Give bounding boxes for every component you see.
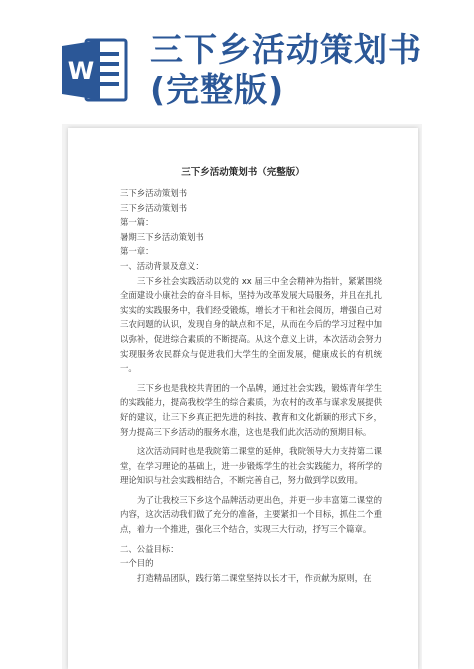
doc-line: 三下乡活动策划书 [120, 202, 187, 213]
page-title [150, 30, 470, 110]
document-body [120, 186, 382, 585]
paragraph: 这次活动同时也是我院第二课堂的延伸，我院领导大力支持第二课堂，在学习理论的基础上，进一步锻炼学生的社会实践能力，将所学的理论知识与社会实践相结合，不断完善自己，努力做到学以致用。 [120, 446, 382, 486]
header-banner [0, 0, 474, 110]
doc-line: 一、活动背景及意义： [120, 260, 204, 271]
doc-line: 第一章： [120, 246, 154, 257]
doc-line: 第一篇： [120, 217, 154, 228]
paragraph: 三下乡社会实践活动以党的 xx 届三中全会精神为指针，紧紧围绕全面建设小康社会的奋斗目标，坚持为改革发展大局服务，并且在扎扎实实的实践服务中，我们经受锻炼，增长才干和社会阅历，增强自己对三农问题的认识，发现自身的缺点和不足，从而在今后的学习过程中加以弥补，促进综合素质的不断提高。从这个意义上讲，本次活动会努力实现服务农民群众与促进我们大学生的全面发展，健康成长的有机统一。 [120, 275, 382, 374]
paragraph: 打造精品团队，践行第二课堂坚持以长才干，作贡献为原则，在 [137, 572, 372, 583]
paragraph: 为了让我校三下乡这个品牌活动更出色，并更一步丰富第二课堂的内容，这次活动我们做了充分的准备，主要紧扣一个目标，抓住二个重点，着力一个推进，强化三个结合，实现三大行动，抒写三个篇章。 [120, 494, 382, 535]
paragraph: 三下乡也是我校共青团的一个品牌，通过社会实践，锻炼青年学生的实践能力，提高我校学生的综合素质，为农村的改革与谋求发展提供好的建议，让三下乡真正把先进的科技、教育和文化新颖的形式下乡，努力提高三下乡活动的服务水准，这也是我们此次活动的预期目标。 [120, 382, 382, 437]
subheading: 一个目的 [120, 558, 154, 569]
title-line-1: 三下乡活动策划书 [150, 30, 422, 69]
doc-line: 三下乡活动策划书 [120, 188, 187, 198]
document-title: 三下乡活动策划书（完整版） [181, 167, 305, 178]
doc-line: 暑期三下乡活动策划书 [120, 231, 204, 242]
title-line-2: (完整版) [150, 70, 285, 109]
section-heading: 二、公益目标： [120, 543, 179, 554]
word-document-icon [60, 36, 128, 104]
document-page [68, 128, 418, 669]
svg-text:W: W [67, 57, 95, 85]
